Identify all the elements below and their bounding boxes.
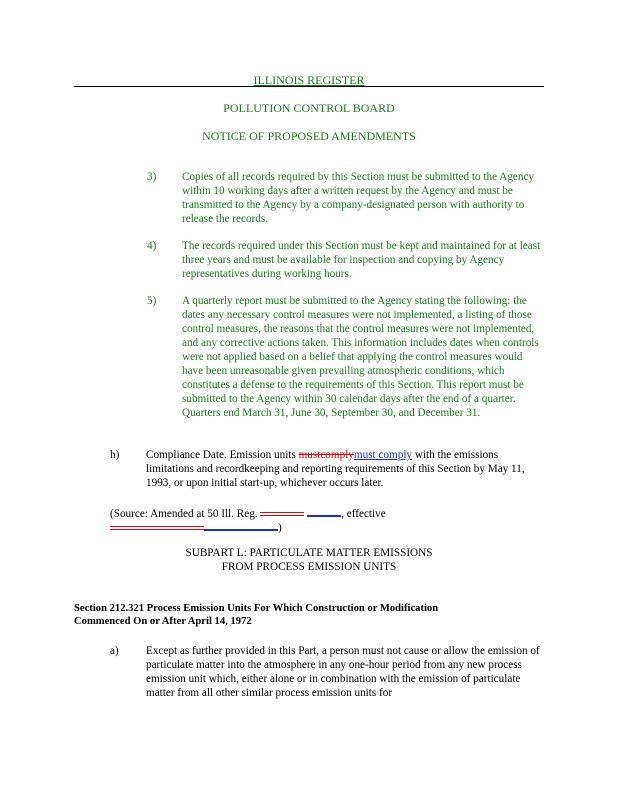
item-text: Copies of all records required by this Section must be submitted to the Agency within 10 working days after a written request by the Agency and must be transmitted to the Agency by a company-designated person with authority to release the records. [182,171,535,225]
deleted-blank [260,512,304,516]
section-heading-line2: Commenced On or After April 14, 1972 [74,616,252,627]
para-a-number: a) [110,645,119,657]
board-title: POLLUTION CONTROL BOARD [223,101,395,115]
inserted-blank [204,519,278,531]
inserted-blank [307,505,341,517]
section-h-number: h) [110,449,120,461]
source-note: (Source: Amended at 50 Ill. Reg. , effective [110,505,550,521]
item-text: The records required under this Section must be kept and maintained for at least three years and must be available for inspection and copying by Agency representatives during working hours. [182,240,541,280]
deleted-blank [110,526,204,530]
subpart-subtitle: FROM PROCESS EMISSION UNITS [221,561,397,573]
inserted-text: must comply [353,449,413,461]
item-number: 3) [147,171,157,183]
header-rule [74,86,544,87]
notice-title: NOTICE OF PROPOSED AMENDMENTS [202,129,416,143]
item-number: 4) [147,240,157,252]
item-text: A quarterly report must be submitted to the Agency stating the following: the dates any necessary control measures were not implemented, a listing of those control measures, the reasons that the control measures were not implemented, and any corrective actions taken. This information includes dates when controls were not applied based on a belief that applying the control measures would have been unreasonable given prevailing atmospheric conditions, which constitutes a defense to the requirements of this Section. This report must be submitted to the Agency within 30 calendar days after the end of a quarter. Quarters end March 31, June 30, September 30, and December 31. [182,295,539,419]
deleted-text: mustcomply [298,449,354,461]
section-h-text: Compliance Date. Emission units mustcomplymust comply with the emissions limitations and recordkeeping and reporting requirements of this Section by May 11, 1993, or upon initial start-up, whichever occurs later. [146,449,525,489]
subpart-title: SUBPART L: PARTICULATE MATTER EMISSIONS [185,547,433,559]
item-number: 5) [147,295,157,307]
register-title: ILLINOIS REGISTER [253,73,365,87]
section-heading: Section 212.321 Process Emission Units For Which Construction or Modification [74,603,439,614]
source-note-line2: ) [110,519,550,535]
para-a-text: Except as further provided in this Part, a person must not cause or allow the emission of particulate matter into the atmosphere in any one-hour period from any new process emission unit which, either alone or in combination with the emission of particulate matter from all other similar process emission units for [146,645,540,699]
